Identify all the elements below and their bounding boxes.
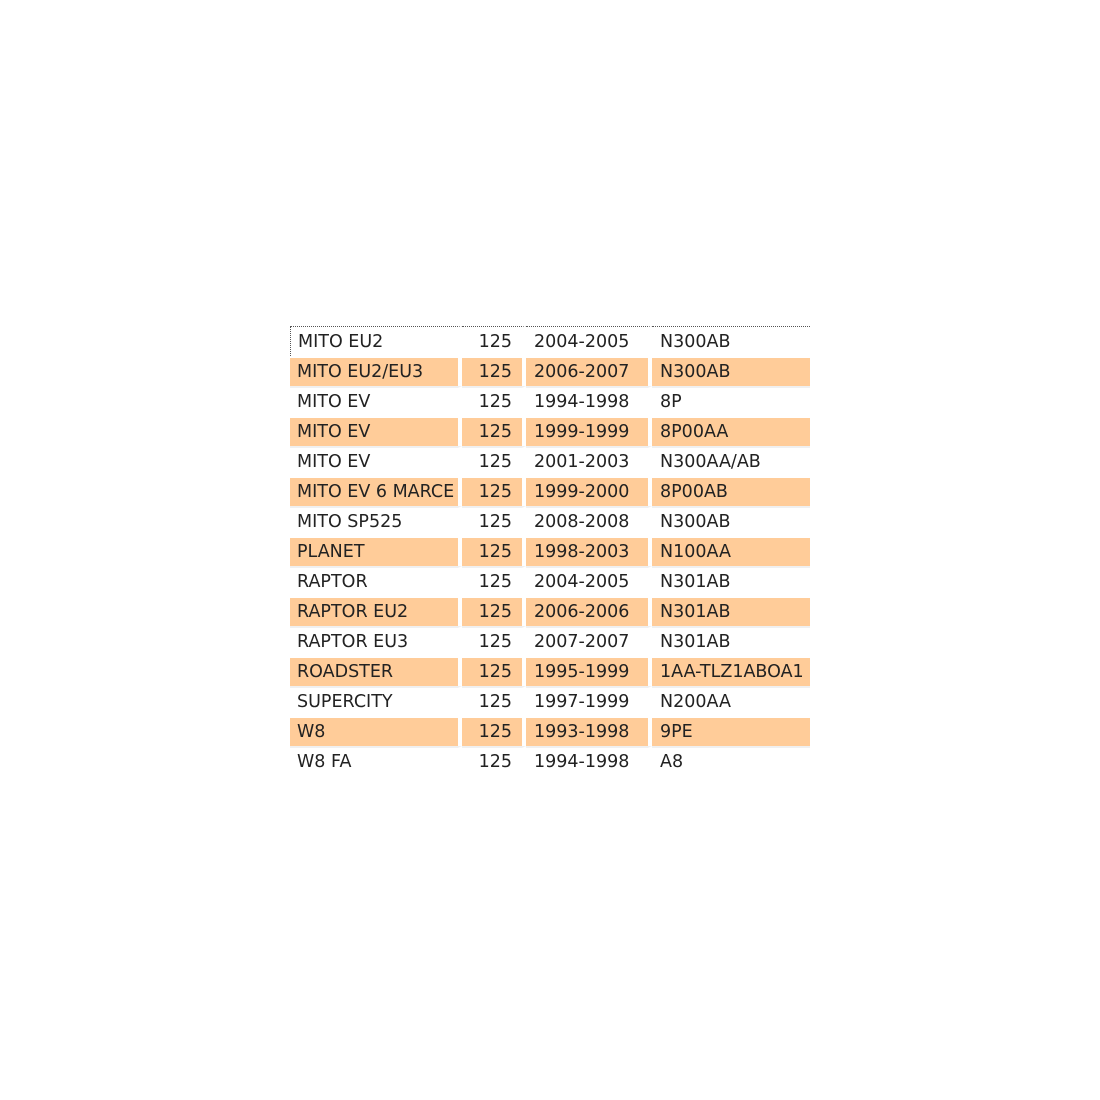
table-row[interactable] xyxy=(290,416,810,446)
table-row[interactable] xyxy=(290,626,810,656)
displacement-cell[interactable]: 125 xyxy=(462,506,526,536)
code-cell[interactable]: N301AB xyxy=(652,566,810,596)
table-row[interactable] xyxy=(290,476,810,506)
years-cell[interactable]: 1999-1999 xyxy=(526,416,652,446)
model-grid xyxy=(290,326,810,776)
model-cell[interactable]: MITO EU2 xyxy=(290,326,462,356)
years-cell[interactable]: 2008-2008 xyxy=(526,506,652,536)
table-row[interactable] xyxy=(290,326,810,356)
table-row[interactable] xyxy=(290,386,810,416)
displacement-cell[interactable]: 125 xyxy=(462,656,526,686)
table-row[interactable] xyxy=(290,356,810,386)
code-cell[interactable]: N300AB xyxy=(652,356,810,386)
code-cell[interactable]: 1AA-TLZ1ABOA1 xyxy=(652,656,810,686)
years-cell[interactable]: 2006-2006 xyxy=(526,596,652,626)
displacement-cell[interactable]: 125 xyxy=(462,356,526,386)
displacement-cell[interactable]: 125 xyxy=(462,686,526,716)
displacement-cell[interactable]: 125 xyxy=(462,446,526,476)
years-cell[interactable]: 2001-2003 xyxy=(526,446,652,476)
table-row[interactable] xyxy=(290,506,810,536)
table-row[interactable] xyxy=(290,596,810,626)
model-cell[interactable]: MITO EV xyxy=(290,386,462,416)
displacement-cell[interactable]: 125 xyxy=(462,596,526,626)
displacement-cell[interactable]: 125 xyxy=(462,626,526,656)
model-cell[interactable]: MITO EU2/EU3 xyxy=(290,356,462,386)
years-cell[interactable]: 2004-2005 xyxy=(526,566,652,596)
code-cell[interactable]: N200AA xyxy=(652,686,810,716)
years-cell[interactable]: 1994-1998 xyxy=(526,386,652,416)
model-cell[interactable]: MITO EV 6 MARCE xyxy=(290,476,462,506)
displacement-cell[interactable]: 125 xyxy=(462,386,526,416)
code-cell[interactable]: 8P00AB xyxy=(652,476,810,506)
model-cell[interactable]: SUPERCITY xyxy=(290,686,462,716)
table-row[interactable] xyxy=(290,446,810,476)
displacement-cell[interactable]: 125 xyxy=(462,566,526,596)
model-grid-body xyxy=(290,326,810,776)
model-cell[interactable]: ROADSTER xyxy=(290,656,462,686)
table-row[interactable] xyxy=(290,536,810,566)
table-row[interactable] xyxy=(290,566,810,596)
model-cell[interactable]: MITO EV xyxy=(290,416,462,446)
table-row[interactable] xyxy=(290,746,810,776)
displacement-cell[interactable]: 125 xyxy=(462,416,526,446)
displacement-cell[interactable]: 125 xyxy=(462,716,526,746)
years-cell[interactable]: 1994-1998 xyxy=(526,746,652,776)
model-cell[interactable]: W8 xyxy=(290,716,462,746)
years-cell[interactable]: 2007-2007 xyxy=(526,626,652,656)
code-cell[interactable]: N301AB xyxy=(652,626,810,656)
code-cell[interactable]: N300AB xyxy=(652,326,810,356)
model-cell[interactable]: W8 FA xyxy=(290,746,462,776)
code-cell[interactable]: N100AA xyxy=(652,536,810,566)
table-row[interactable] xyxy=(290,686,810,716)
displacement-cell[interactable]: 125 xyxy=(462,746,526,776)
code-cell[interactable]: 9PE xyxy=(652,716,810,746)
displacement-cell[interactable]: 125 xyxy=(462,536,526,566)
years-cell[interactable]: 1997-1999 xyxy=(526,686,652,716)
model-cell[interactable]: RAPTOR EU2 xyxy=(290,596,462,626)
years-cell[interactable]: 2006-2007 xyxy=(526,356,652,386)
code-cell[interactable]: N300AA/AB xyxy=(652,446,810,476)
table-row[interactable] xyxy=(290,716,810,746)
displacement-cell[interactable]: 125 xyxy=(462,476,526,506)
model-cell[interactable]: MITO SP525 xyxy=(290,506,462,536)
years-cell[interactable]: 1998-2003 xyxy=(526,536,652,566)
displacement-cell[interactable]: 125 xyxy=(462,326,526,356)
code-cell[interactable]: 8P00AA xyxy=(652,416,810,446)
model-cell[interactable]: MITO EV xyxy=(290,446,462,476)
code-cell[interactable]: N300AB xyxy=(652,506,810,536)
years-cell[interactable]: 1993-1998 xyxy=(526,716,652,746)
code-cell[interactable]: 8P xyxy=(652,386,810,416)
model-cell[interactable]: RAPTOR EU3 xyxy=(290,626,462,656)
years-cell[interactable]: 1999-2000 xyxy=(526,476,652,506)
code-cell[interactable]: N301AB xyxy=(652,596,810,626)
model-cell[interactable]: PLANET xyxy=(290,536,462,566)
code-cell[interactable]: A8 xyxy=(652,746,810,776)
model-cell[interactable]: RAPTOR xyxy=(290,566,462,596)
table-row[interactable] xyxy=(290,656,810,686)
years-cell[interactable]: 1995-1999 xyxy=(526,656,652,686)
years-cell[interactable]: 2004-2005 xyxy=(526,326,652,356)
